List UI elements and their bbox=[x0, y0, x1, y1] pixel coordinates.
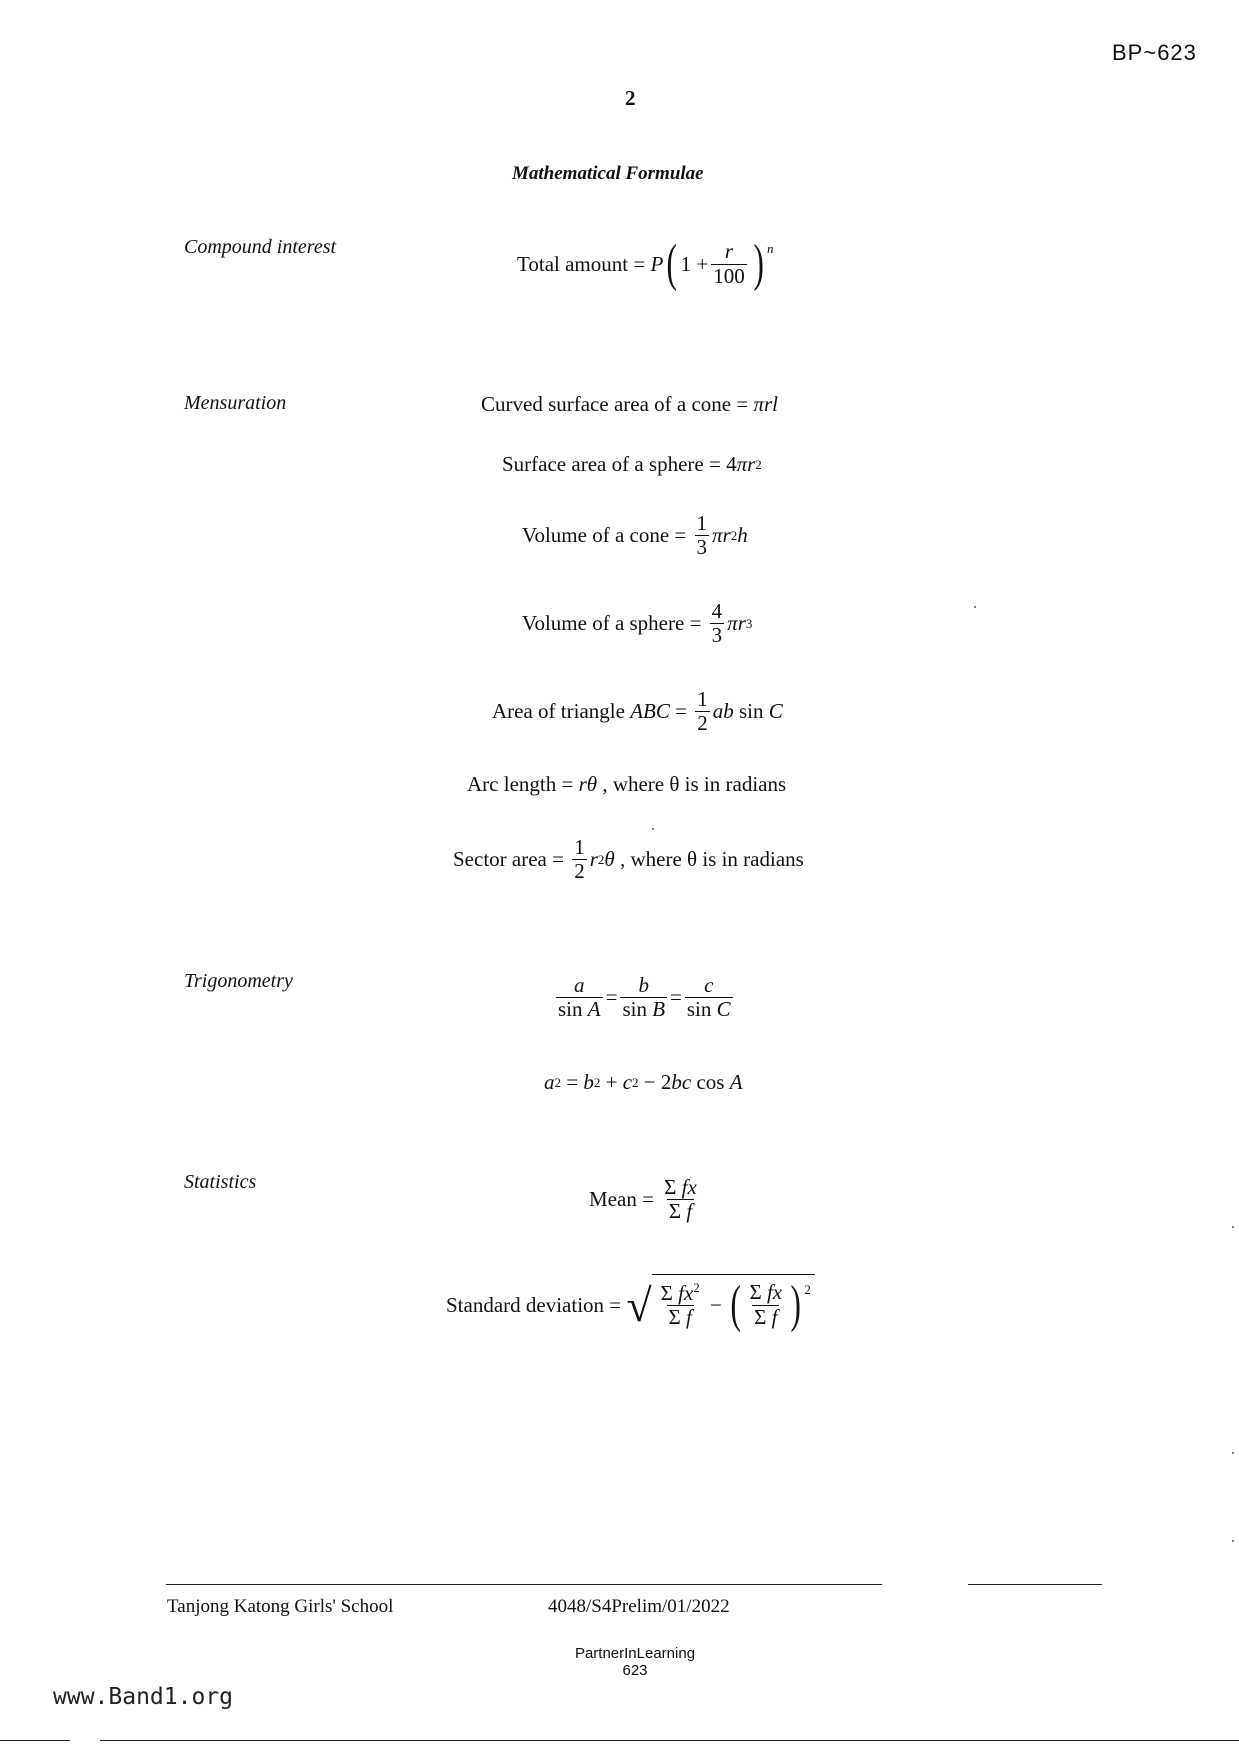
sector-area-label: Sector area = bbox=[453, 847, 564, 872]
arc-length-note: , where θ is in radians bbox=[602, 772, 787, 796]
arc-length-label: Arc length = bbox=[467, 772, 574, 796]
speck bbox=[1232, 1452, 1234, 1454]
speck bbox=[1232, 1540, 1234, 1542]
bottom-rule bbox=[100, 1740, 1239, 1741]
formula-cosine-rule: a 2 = b 2 + c 2 − 2 bc cos A bbox=[544, 1070, 743, 1094]
section-compound-interest: Compound interest bbox=[184, 236, 337, 258]
total-amount-label: Total amount = bbox=[517, 251, 646, 276]
formula-sector-area: Sector area = $\frac{1}{2}$ r 2 θ , where θ is in radians bbox=[453, 835, 804, 884]
partner-stamp bbox=[560, 1646, 710, 1679]
footer-rule bbox=[166, 1584, 882, 1585]
formula-surface-sphere: Surface area of a sphere = 4 πr 2 bbox=[502, 452, 762, 476]
speck bbox=[652, 828, 654, 830]
formula-volume-cone: Volume of a cone = $\frac{1}{3}$ πr 2 h bbox=[522, 511, 748, 560]
footer-rule-right bbox=[968, 1584, 1102, 1585]
page-number: 2 bbox=[625, 86, 636, 110]
formula-mean: Mean = $\frac{\text{Σ fx}}{\text{Σ f}}$ bbox=[589, 1175, 697, 1224]
volume-sphere-label: Volume of a sphere = bbox=[522, 611, 702, 636]
section-statistics: Statistics bbox=[184, 1171, 257, 1193]
formula-volume-sphere: Volume of a sphere = $\frac{4}{3}$ πr 3 bbox=[522, 599, 753, 648]
volume-cone-label: Volume of a cone = bbox=[522, 523, 687, 548]
formula-total-amount: Total amount = P ( 1 + $\frac{r}{100}$ ) $^n$ bbox=[517, 235, 774, 292]
formula-curved-surface: Curved surface area of a cone = πrl bbox=[481, 392, 778, 416]
partner-line1: PartnerInLearning bbox=[574, 1645, 696, 1662]
formula-sine-rule: $\frac{a}{\text{sin A}}$ = $\frac{b}{\text{sin B}}$ = $\frac{c}{\text{sin C}}$ bbox=[558, 973, 731, 1022]
bottom-rule-left bbox=[0, 1740, 70, 1741]
curved-surface-label: Curved surface area of a cone = bbox=[481, 392, 749, 416]
footer-paper-code: 4048/S4Prelim/01/2022 bbox=[548, 1596, 730, 1617]
section-mensuration: Mensuration bbox=[184, 392, 287, 414]
sector-area-note: , where θ is in radians bbox=[619, 847, 804, 872]
footer-school: Tanjong Katong Girls' School bbox=[167, 1596, 394, 1617]
section-trigonometry: Trigonometry bbox=[184, 970, 293, 992]
std-dev-label: Standard deviation = bbox=[446, 1293, 622, 1317]
page-title: Mathematical Formulae bbox=[512, 163, 704, 184]
formula-arc-length: Arc length = rθ , where θ is in radians bbox=[467, 772, 787, 796]
watermark: www.Band1.org bbox=[53, 1684, 234, 1710]
formula-standard-deviation: Standard deviation = √ $\frac{\Sigma fx^2}{\text{Σ f}}$ − ( $\frac{\text{Σ fx}}{\text{Σ f}}$ ) $^2$ bbox=[446, 1280, 815, 1331]
surface-sphere-label: Surface area of a sphere = bbox=[502, 452, 721, 476]
speck bbox=[974, 606, 976, 608]
area-triangle-label: Area of triangle bbox=[492, 699, 625, 724]
document-code: BP~623 bbox=[1112, 40, 1197, 65]
speck bbox=[1232, 1226, 1234, 1228]
partner-line2: 623 bbox=[622, 1661, 648, 1679]
mean-label: Mean = bbox=[589, 1187, 654, 1212]
formula-area-triangle: Area of triangle ABC = $\frac{1}{2}$ ab sin C bbox=[492, 687, 783, 736]
